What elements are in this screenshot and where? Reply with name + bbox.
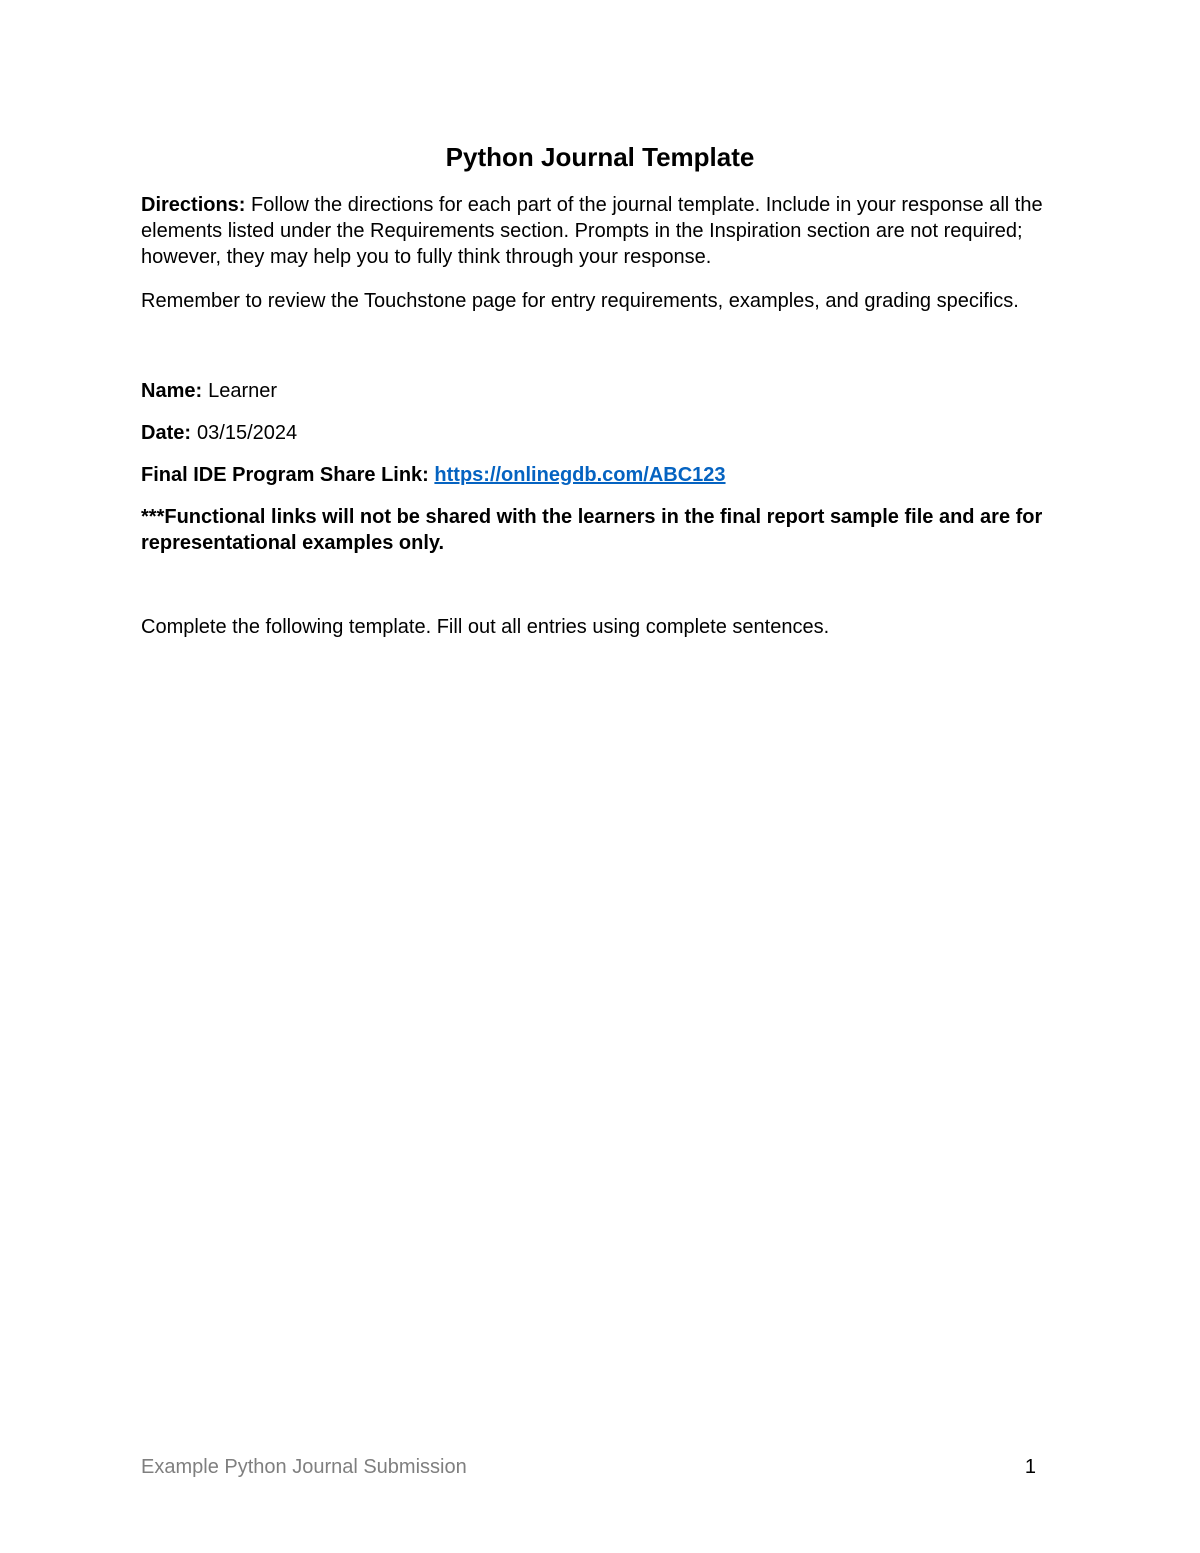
reminder-paragraph: Remember to review the Touchstone page for entry requirements, examples, and grading specifics. bbox=[141, 290, 1019, 312]
directions-label: Directions: bbox=[141, 194, 246, 216]
page-number: 1 bbox=[1024, 1456, 1036, 1478]
share-link[interactable]: https://onlinegdb.com/ABC123 bbox=[434, 464, 726, 486]
directions-text: Follow the directions for each part of the journal template. Include in your response all the elements listed under the Requirements section. Prompts in the Inspiration section are not required; however, they may help you to fully think through your response. bbox=[141, 194, 1043, 268]
instruction-paragraph: Complete the following template. Fill out all entries using complete sentences. bbox=[141, 616, 830, 638]
page-title: Python Journal Template bbox=[445, 142, 755, 172]
share-link-field bbox=[141, 462, 1059, 488]
date-label: Date: bbox=[141, 422, 192, 444]
name-value: Learner bbox=[208, 380, 278, 402]
share-link-label: Final IDE Program Share Link: bbox=[141, 464, 429, 486]
document-body bbox=[141, 140, 1059, 640]
directions-paragraph bbox=[141, 192, 1059, 270]
name-label: Name: bbox=[141, 380, 203, 402]
functional-links-note: ***Functional links will not be shared with the learners in the final report sample file and are for representational examples only. bbox=[141, 506, 1043, 554]
date-field bbox=[141, 420, 1059, 446]
date-value: 03/15/2024 bbox=[197, 422, 298, 444]
footer-text: Example Python Journal Submission bbox=[141, 1456, 467, 1478]
name-field bbox=[141, 378, 1059, 404]
page-footer bbox=[141, 1454, 1036, 1480]
